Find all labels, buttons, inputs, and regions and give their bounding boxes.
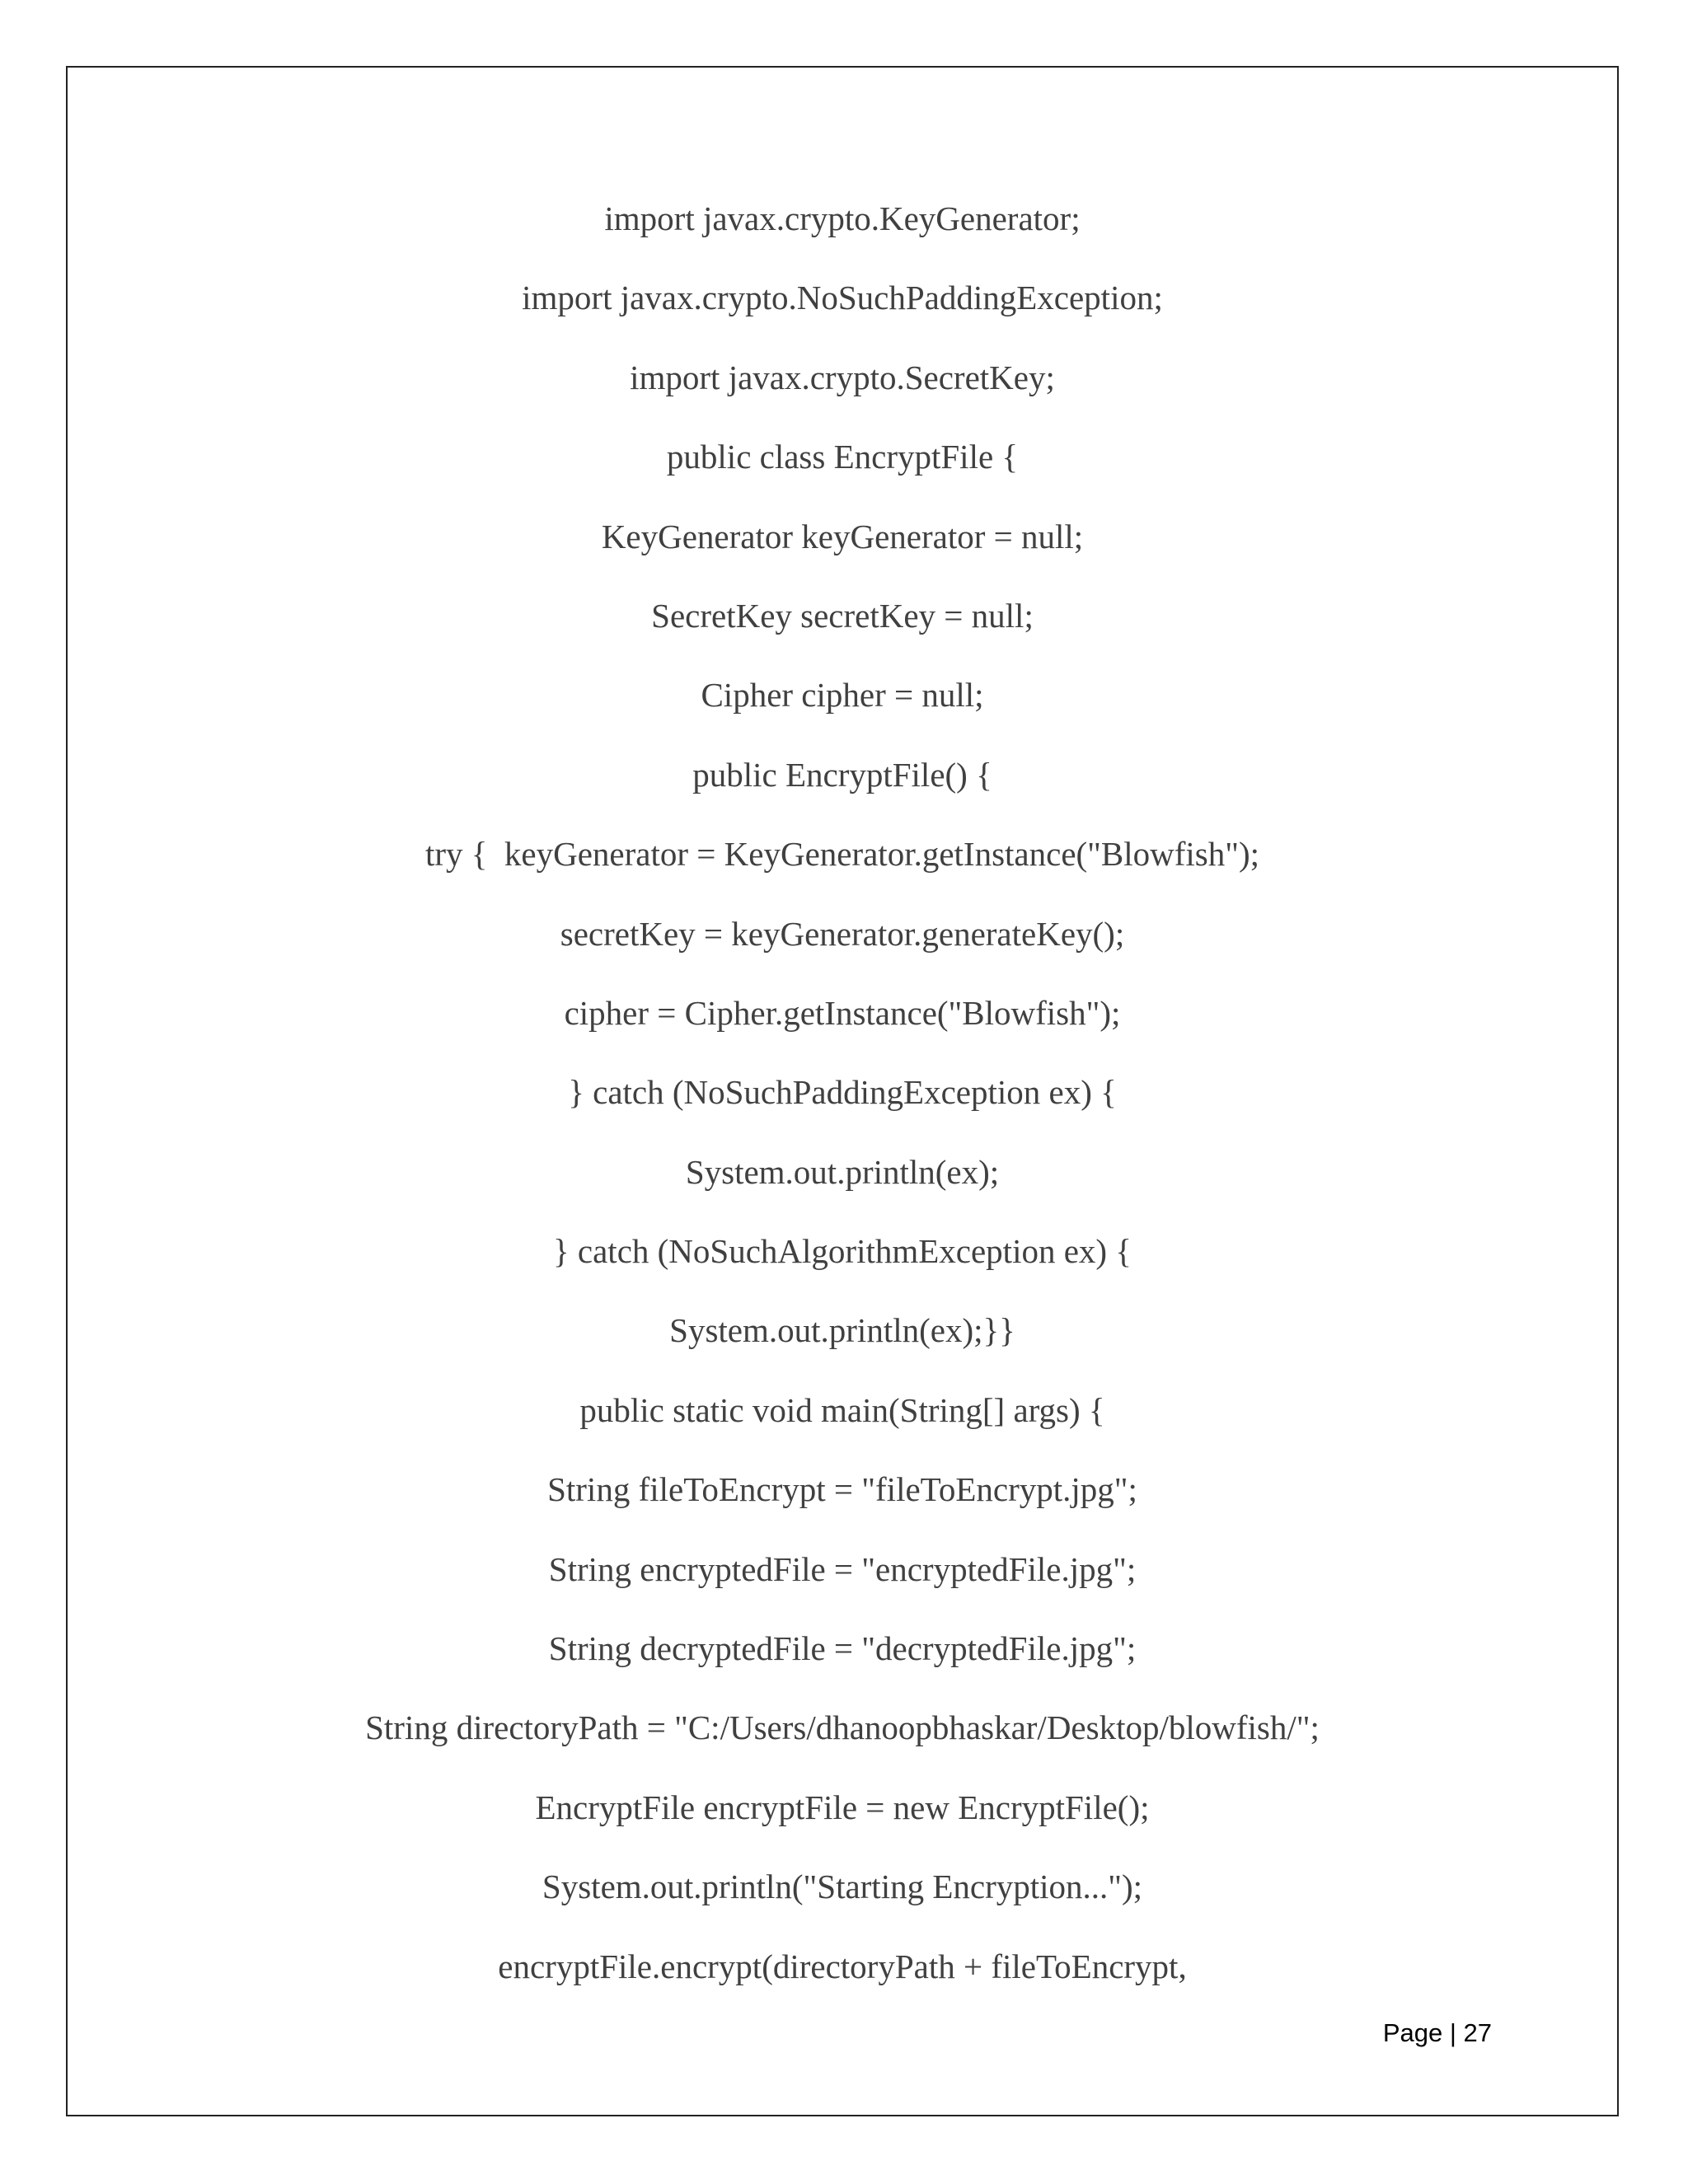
- code-line-10: secretKey = keyGenerator.generateKey();: [560, 914, 1125, 953]
- page-number-footer: Page | 27: [1382, 2018, 1492, 2047]
- code-line-12: } catch (NoSuchPaddingException ex) {: [568, 1073, 1117, 1112]
- code-line-8: public EncryptFile() {: [692, 755, 992, 794]
- code-line-2: import javax.crypto.NoSuchPaddingException;: [522, 279, 1163, 317]
- code-line-18: String encryptedFile = "encryptedFile.jpg";: [548, 1549, 1137, 1588]
- code-line-3: import javax.crypto.SecretKey;: [630, 358, 1055, 396]
- code-line-22: System.out.println("Starting Encryption...");: [542, 1868, 1143, 1906]
- code-line-16: public static void main(String[] args) {: [579, 1390, 1105, 1429]
- code-line-14: } catch (NoSuchAlgorithmException ex) {: [552, 1232, 1132, 1271]
- code-line-6: SecretKey secretKey = null;: [651, 596, 1034, 635]
- code-line-19: String decryptedFile = "decryptedFile.jpg";: [548, 1629, 1137, 1668]
- code-line-23: encryptFile.encrypt(directoryPath + fileToEncrypt,: [498, 1947, 1187, 1985]
- code-line-5: KeyGenerator keyGenerator = null;: [601, 517, 1084, 555]
- code-line-4: public class EncryptFile {: [666, 438, 1019, 476]
- code-line-17: String fileToEncrypt = "fileToEncrypt.jpg";: [547, 1470, 1137, 1509]
- code-line-11: cipher = Cipher.getInstance("Blowfish");: [564, 993, 1121, 1032]
- code-block: [66, 196, 1619, 2023]
- code-line-7: Cipher cipher = null;: [701, 676, 984, 715]
- code-line-13: System.out.println(ex);: [685, 1152, 1000, 1191]
- code-line-9: try { keyGenerator = KeyGenerator.getInstance("Blowfish");: [424, 835, 1260, 874]
- code-line-1: import javax.crypto.KeyGenerator;: [604, 199, 1081, 237]
- code-line-20: String directoryPath = "C:/Users/dhanoopbhaskar/Desktop/blowfish/";: [365, 1708, 1320, 1747]
- code-line-21: EncryptFile encryptFile = new EncryptFile();: [535, 1788, 1150, 1826]
- code-line-15: System.out.println(ex);}}: [669, 1311, 1015, 1350]
